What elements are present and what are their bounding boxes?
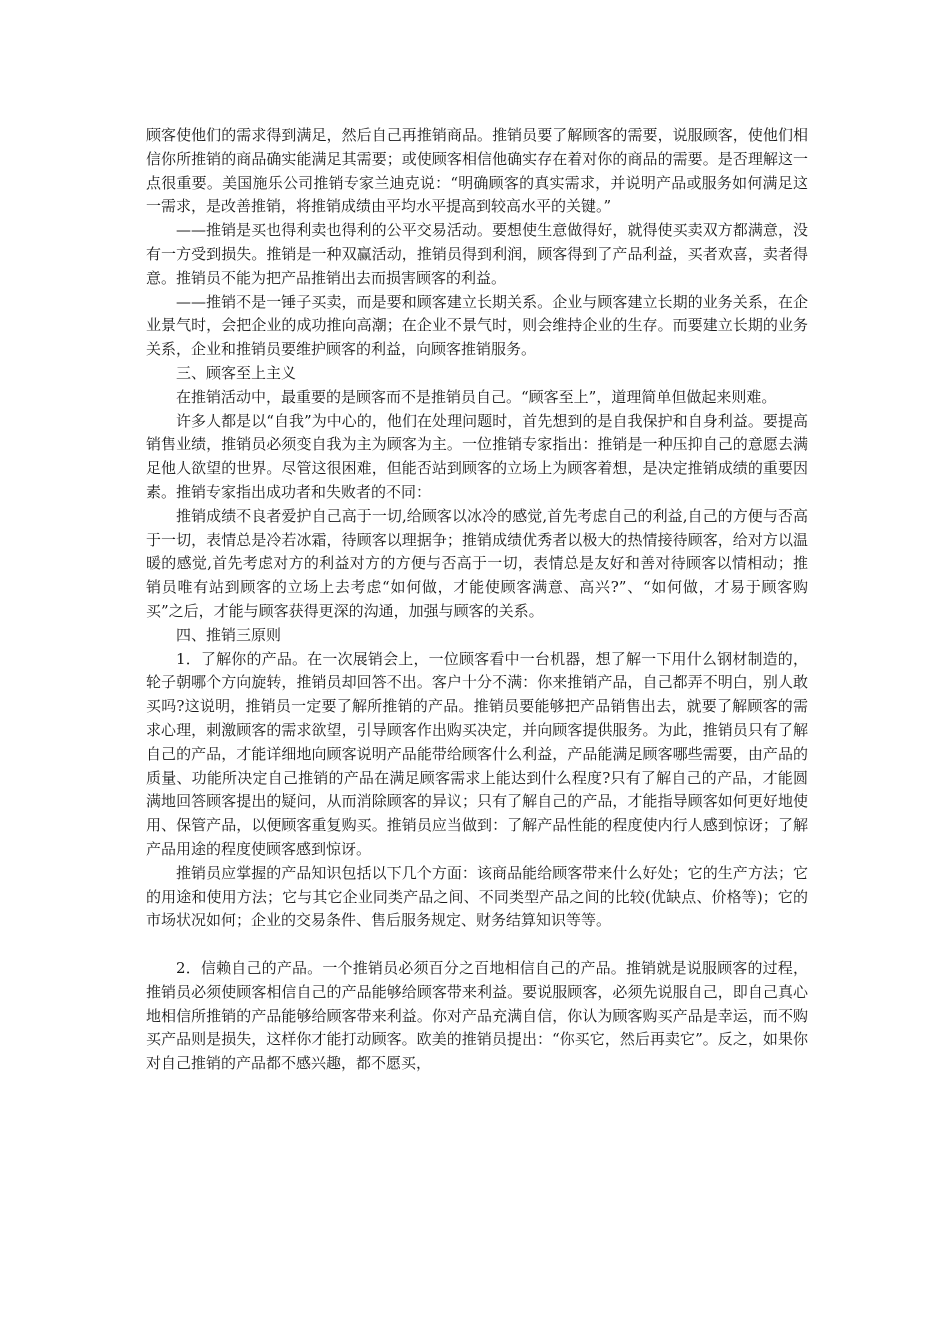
paragraph-product-knowledge: 推销员应掌握的产品知识包括以下几个方面：该商品能给顾客带来什么好处；它的生产方法；它的用途和使用方法；它与其它企业同类产品之间、不同类型产品之间的比较(优缺点、价格等)；它的市场状况如何；企业的交易条件、售后服务规定、财务结算知识等等。 — [146, 863, 808, 930]
paragraph-customer-first-intro: 在推销活动中，最重要的是顾客而不是推销员自己。“顾客至上”，道理简单但做起来则难。 — [176, 387, 777, 406]
document-page — [146, 124, 808, 1076]
paragraph-fair-trade: ——推销是买也得利卖也得利的公平交易活动。要想使生意做得好，就得使买卖双方都满意，没有一方受到损失。推销是一种双赢活动，推销员得到利润，顾客得到了产品利益，买者欢喜，卖者得意。推销员不能为把产品推销出去而损害顾客的利益。 — [146, 221, 808, 287]
paragraph-trust-your-product: 2．信赖自己的产品。一个推销员必须百分之百地相信自己的产品。推销就是说服顾客的过程，推销员必须使顾客相信自己的产品能够给顾客带来利益。要说服顾客，必须先说服自己，即自己真心地相信所推销的产品能够给顾客带来利益。你对产品充满自信，你认为顾客购买产品是幸运，而不购买产品则是损失，这样你才能打动顾客。欧美的推销员提出：“你买它，然后再卖它”。反之，如果你对自己推销的产品都不感兴趣，都不愿买， — [146, 959, 808, 1073]
paragraph-continuation: 顾客使他们的需求得到满足，然后自己再推销商品。推销员要了解顾客的需要，说服顾客，使他们相信你所推销的商品确实能满足其需要；或使顾客相信他确实存在着对你的商品的需要。是否理解这一点很重要。美国施乐公司推销专家兰迪克说：“明确顾客的真实需求，并说明产品或服务如何满足这一需求，是改善推销，将推销成绩由平均水平提高到较高水平的关键。” — [146, 126, 808, 216]
paragraph-know-your-product: 1．了解你的产品。在一次展销会上，一位顾客看中一台机器，想了解一下用什么钢材制造的，轮子朝哪个方向旋转，推销员却回答不出。客户十分不满：你来推销产品，自己都弄不明白，别人敢买吗?这说明，推销员一定要了解所推销的产品。推销员要能够把产品销售出去，就要了解顾客的需求心理，刺激顾客的需求欲望，引导顾客作出购买决定，并向顾客提供服务。为此，推销员只有了解自己的产品，才能详细地向顾客说明产品能带给顾客什么利益，产品能满足顾客哪些需要，由产品的质量、功能所决定自己推销的产品在满足顾客需求上能达到什么程度?只有了解自己的产品，才能圆满地回答顾客提出的疑问，从而消除顾客的异议；只有了解自己的产品，才能指导顾客如何更好地使用、保管产品，以便顾客重复购买。推销员应当做到：了解产品性能的程度使内行人感到惊讶；了解产品用途的程度使顾客感到惊讶。 — [146, 649, 808, 858]
section-heading-customer-first: 三、顾客至上主义 — [176, 363, 297, 382]
section-heading-three-principles: 四、推销三原则 — [176, 625, 282, 644]
paragraph-gap — [146, 933, 808, 957]
paragraph-long-term-relationship: ——推销不是一锤子买卖，而是要和顾客建立长期关系。企业与顾客建立长期的业务关系，在企业景气时，会把企业的成功推向高潮；在企业不景气时，则会维持企业的生存。而要建立长期的业务关系，企业和推销员要维护顾客的利益，向顾客推销服务。 — [146, 292, 808, 359]
paragraph-success-vs-failure: 推销成绩不良者爱护自己高于一切,给顾客以冰冷的感觉,首先考虑自己的利益,自己的方便与否高于一切，表情总是冷若冰霜，待顾客以理据争；推销成绩优秀者以极大的热情接待顾客，给对方以温暖的感觉,首先考虑对方的利益对方的方便与否高于一切，表情总是友好和善对待顾客以情相动；推销员唯有站到顾客的立场上去考虑“如何做，才能使顾客满意、高兴?”、“如何做，才易于顾客购买”之后，才能与顾客获得更深的沟通，加强与顾客的关系。 — [146, 506, 808, 620]
paragraph-self-centered: 许多人都是以“自我”为中心的，他们在处理问题时，首先想到的是自我保护和自身利益。要提高销售业绩，推销员必须变自我为主为顾客为主。一位推销专家指出：推销是一种压抑自己的意愿去满足他人欲望的世界。尽管这很困难，但能否站到顾客的立场上为顾客着想，是决定推销成绩的重要因素。推销专家指出成功者和失败者的不同： — [146, 411, 808, 501]
